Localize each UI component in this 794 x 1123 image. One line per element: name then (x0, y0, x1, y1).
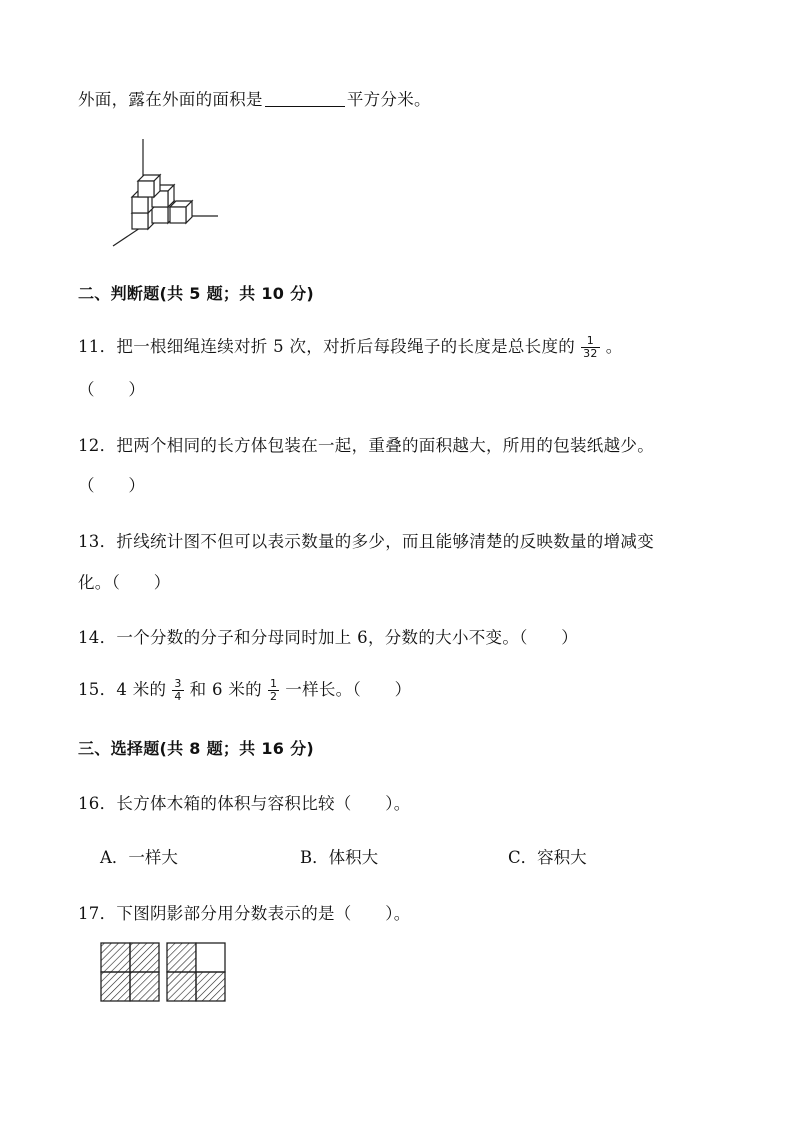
q10-tail-line (78, 86, 431, 110)
section-3-title: 三、选择题(共 8 题；共 16 分) (78, 739, 315, 758)
cube (170, 201, 192, 223)
square-right (167, 943, 225, 1001)
q15-line: 15．4 米的 $\frac{3}{4}$ 和 6 米的 $\frac{1}{2}$ 一样长。（ ） (78, 677, 412, 703)
q12-text: 12．把两个相同的长方体包装在一起，重叠的面积越大，所用的包装纸越少。 (78, 436, 654, 455)
shaded-fraction-figure (99, 941, 231, 1005)
q17-text: 17．下图阴影部分用分数表示的是（ ）。 (78, 904, 411, 923)
q16-option-a[interactable]: A．一样大 (100, 848, 178, 867)
q11-text: 11．把一根细绳连续对折 5 次，对折后每段绳子的长度是总长度的 (78, 337, 576, 356)
section-2-title: 二、判断题(共 5 题；共 10 分) (78, 284, 315, 303)
cube-stack-figure (108, 134, 228, 254)
q11-fraction: $\frac{1}{32}$ (583, 334, 598, 360)
q11-line: 11．把一根细绳连续对折 5 次，对折后每段绳子的长度是总长度的 $\frac{1}{32}$ 。 (78, 334, 623, 360)
answer-blank[interactable] (265, 90, 345, 107)
q10-tail-after: 平方分米。 (346, 90, 431, 109)
cube (138, 175, 160, 197)
q16-option-b[interactable]: B．体积大 (300, 848, 379, 867)
square-left (101, 943, 159, 1001)
q16-text: 16．长方体木箱的体积与容积比较（ ）。 (78, 794, 411, 813)
q12-answer-paren[interactable]: （ ） (78, 476, 146, 495)
q15-fraction-1: $\frac{3}{4}$ (174, 677, 182, 703)
q15-fraction-2: $\frac{1}{2}$ (269, 677, 278, 703)
q14-text: 14．一个分数的分子和分母同时加上 6，分数的大小不变。（ ） (78, 628, 579, 647)
q13-text-line1: 13．折线统计图不但可以表示数量的多少，而且能够清楚的反映数量的增减变 (78, 532, 654, 551)
q11-answer-paren[interactable]: （ ） (78, 380, 146, 399)
q13-text-line2: 化。（ ） (78, 573, 171, 592)
q16-option-c[interactable]: C．容积大 (508, 848, 587, 867)
q10-tail-before: 外面，露在外面的面积是 (78, 90, 263, 109)
